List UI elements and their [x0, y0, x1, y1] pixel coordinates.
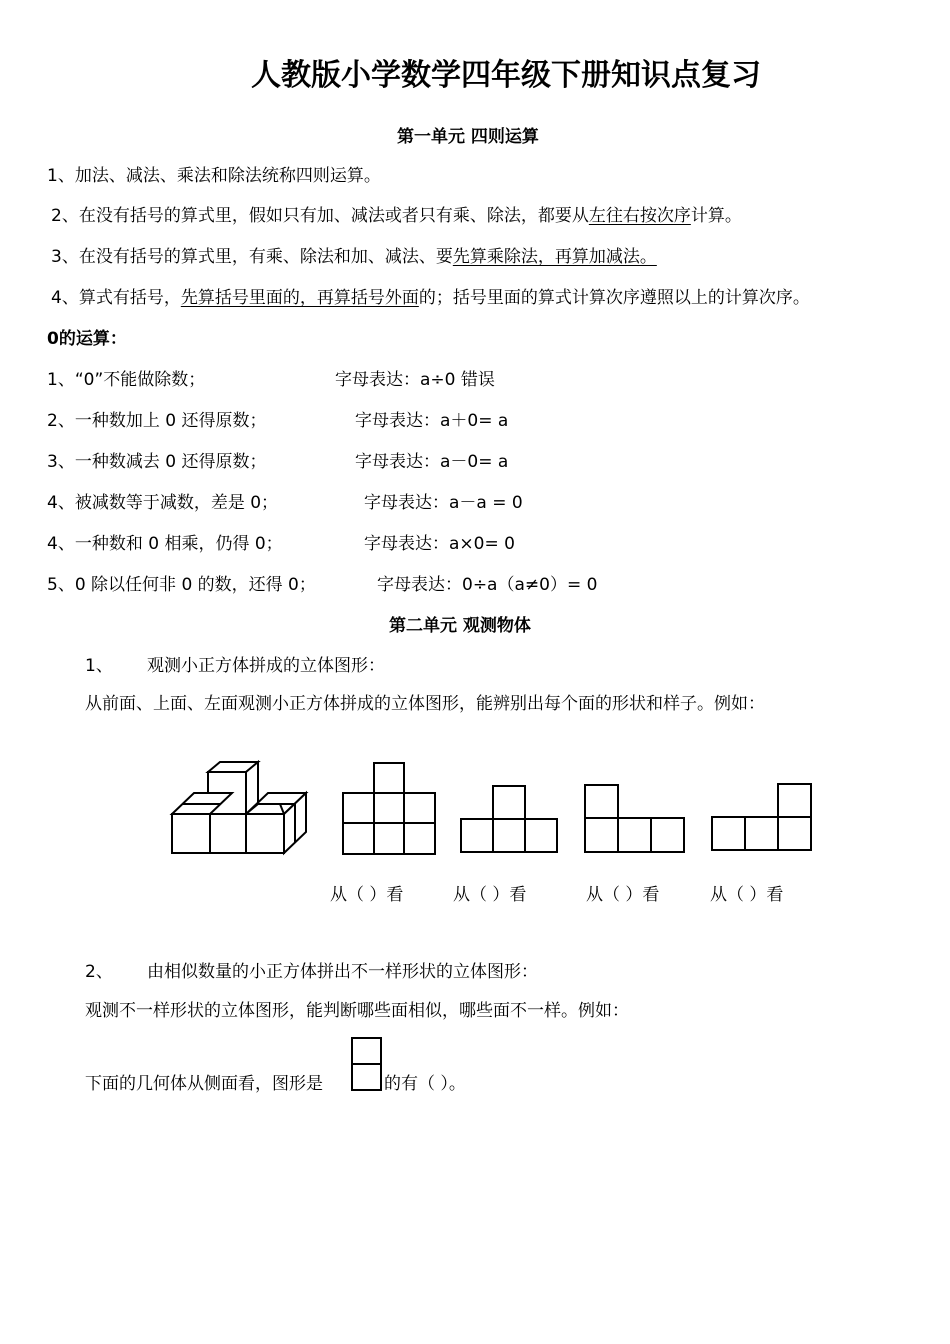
- zero-rule-4: 4、被减数等于减数，差是 0；: [47, 493, 279, 513]
- view4-square: [712, 817, 745, 850]
- front-cube-1: [172, 814, 210, 853]
- view1-square: [404, 823, 435, 854]
- zero-rule-1: 1、“0”不能做除数；: [47, 370, 206, 390]
- unit2-item-1-description: 从前面、上面、左面观测小正方体拼成的立体图形，能辨别出每个面的形状和样子。例如：: [85, 694, 765, 714]
- zero-rule-3: 3、一种数减去 0 还得原数；: [47, 452, 267, 472]
- view1-square: [374, 763, 404, 793]
- unit2-item-1-number: 1、: [85, 656, 113, 676]
- view-figure-1: [342, 762, 436, 856]
- unit1-item-4-text: 4、算式有括号，: [51, 288, 181, 308]
- view2-square: [493, 819, 525, 852]
- view-figure-3: [584, 784, 686, 854]
- view4-square: [778, 784, 811, 817]
- view1-square: [343, 823, 374, 854]
- unit1-item-4: [51, 288, 810, 308]
- view4-square: [778, 817, 811, 850]
- unit1-item-4-underlined: 先算括号里面的，再算括号外面: [180, 288, 419, 308]
- view3-square: [585, 785, 618, 818]
- view3-square: [618, 818, 651, 852]
- view2-square: [525, 819, 557, 852]
- two-stacked-squares-figure: [351, 1037, 383, 1092]
- view4-square: [745, 817, 778, 850]
- unit1-item-4-tail: 的；括号里面的算式计算次序遵照以上的计算次序。: [418, 288, 810, 308]
- zero-formula-4: 字母表达：a－a = 0: [364, 493, 523, 513]
- unit1-item-2: [51, 206, 742, 226]
- view-figure-4: [711, 783, 813, 853]
- view1-square: [343, 793, 374, 823]
- unit1-item-3-underlined: 先算乘除法，再算加减法。: [452, 247, 657, 267]
- view-label-2: 从（ ）看: [453, 885, 527, 905]
- front-cube-2: [210, 814, 246, 853]
- view-figure-2: [460, 785, 558, 855]
- view3-square: [585, 818, 618, 852]
- unit2-item-2-title: 由相似数量的小正方体拼出不一样形状的立体图形：: [147, 962, 538, 982]
- view-label-3: 从（ ）看: [586, 885, 660, 905]
- view3-square: [651, 818, 684, 852]
- view1-square: [404, 793, 435, 823]
- stacked-square-bottom: [352, 1064, 381, 1090]
- unit1-heading: 第一单元 四则运算: [397, 127, 539, 147]
- view2-square: [493, 786, 525, 819]
- zero-rule-5: 4、一种数和 0 相乘，仍得 0；: [47, 534, 283, 554]
- unit1-item-2-underlined: 左往右按次序: [588, 206, 691, 226]
- view1-square: [374, 793, 404, 823]
- unit1-item-1-text: 1、加法、减法、乘法和除法统称四则运算。: [47, 166, 381, 186]
- view-label-1: 从（ ）看: [330, 885, 404, 905]
- page-title: 人教版小学数学四年级下册知识点复习: [251, 58, 761, 93]
- view2-square: [461, 819, 493, 852]
- unit1-item-3: [51, 247, 657, 267]
- unit2-heading: 第二单元 观测物体: [389, 616, 531, 636]
- cube-stack-figure: [165, 760, 315, 860]
- front-cube-3: [246, 814, 284, 853]
- zero-formula-2: 字母表达：a＋0= a: [355, 411, 509, 431]
- question-prefix: 下面的几何体从侧面看，图形是: [85, 1074, 323, 1094]
- view1-square: [374, 823, 404, 854]
- zero-formula-6: 字母表达：0÷a（a≠0）= 0: [377, 575, 598, 595]
- unit1-item-2-text: 2、在没有括号的算式里，假如只有加、减法或者只有乘、除法，都要从: [51, 206, 589, 226]
- zero-formula-1: 字母表达：a÷0 错误: [335, 370, 495, 390]
- unit2-item-1-title: 观测小正方体拼成的立体图形：: [147, 656, 385, 676]
- unit1-item-2-tail: 计算。: [690, 206, 742, 226]
- zero-heading: 0的运算：: [47, 329, 127, 349]
- zero-rule-2: 2、一种数加上 0 还得原数；: [47, 411, 267, 431]
- zero-formula-3: 字母表达：a－0= a: [355, 452, 509, 472]
- zero-formula-5: 字母表达：a×0= 0: [364, 534, 515, 554]
- unit2-item-2-number: 2、: [85, 962, 113, 982]
- stacked-square-top: [352, 1038, 381, 1064]
- unit1-item-3-text: 3、在没有括号的算式里，有乘、除法和加、减法、要: [51, 247, 453, 267]
- unit1-item-1: [47, 166, 381, 186]
- question-suffix: 的有（ ）。: [384, 1074, 466, 1094]
- zero-rule-6: 5、0 除以任何非 0 的数，还得 0；: [47, 575, 316, 595]
- view-label-4: 从（ ）看: [710, 885, 784, 905]
- unit2-item-2-description: 观测不一样形状的立体图形，能判断哪些面相似，哪些面不一样。例如：: [85, 1001, 629, 1021]
